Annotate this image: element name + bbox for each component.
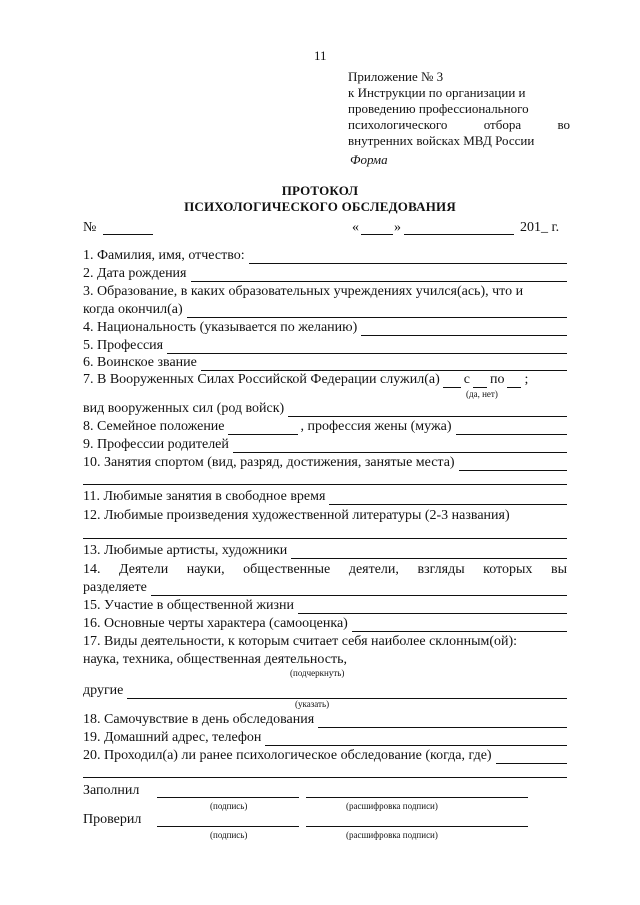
item-label: другие: [83, 683, 124, 698]
appendix-word: психологического: [348, 117, 448, 132]
spouse-profession-field[interactable]: [456, 421, 568, 435]
checked-by-name-field[interactable]: [306, 826, 528, 827]
specify-hint: (указать): [295, 699, 330, 709]
wellbeing-field[interactable]: [318, 714, 567, 728]
item-word: деятели,: [348, 562, 399, 577]
military-rank-field[interactable]: [201, 357, 567, 371]
full-name-field[interactable]: [249, 250, 567, 264]
item-label: 12. Любимые произведения художественной литературы (2-3 названия): [83, 508, 510, 523]
item-activity-other: [83, 682, 567, 699]
sports-field[interactable]: [459, 457, 567, 471]
sports-field-line-2[interactable]: [83, 484, 567, 485]
item-previous-exam: [83, 747, 567, 764]
item-public-figures-cont: [83, 579, 567, 596]
appendix-word: во: [557, 117, 570, 132]
item-favorite-books: [83, 507, 567, 524]
nationality-field[interactable]: [361, 322, 567, 336]
activity-other-field[interactable]: [127, 685, 567, 699]
item-word: вы: [550, 562, 567, 577]
item-label: 13. Любимые артисты, художники: [83, 543, 288, 558]
item-label: 15. Участие в общественной жизни: [83, 598, 295, 613]
item-sports: [83, 454, 567, 471]
item-label: вид вооруженных сил (род войск): [83, 401, 285, 416]
item-word: взгляды: [417, 562, 465, 577]
date-month-field[interactable]: [404, 234, 514, 235]
name-decode-hint: (расшифровка подписи): [346, 801, 438, 811]
item-hobbies: [83, 488, 567, 505]
hobbies-field[interactable]: [329, 491, 567, 505]
date-day-field[interactable]: [361, 234, 393, 235]
item-label: , профессия жены (мужа): [300, 419, 452, 434]
item-wellbeing: [83, 711, 567, 728]
item-parents-professions: [83, 436, 567, 453]
item-full-name: [83, 247, 567, 264]
item-label: 11. Любимые занятия в свободное время: [83, 489, 326, 504]
item-label: 19. Домашний адрес, телефон: [83, 730, 262, 745]
item-label: с: [463, 372, 470, 387]
yes-no-hint: (да, нет): [466, 389, 498, 399]
item-label: 6. Воинское звание: [83, 355, 197, 370]
service-branch-field[interactable]: [288, 403, 567, 417]
item-label: 5. Профессия: [83, 338, 164, 353]
item-word: 14.: [83, 562, 101, 577]
item-label: 2. Дата рождения: [83, 266, 187, 281]
appendix-line-5: внутренних войсках МВД России: [348, 133, 535, 148]
item-label: 3. Образование, в каких образовательных учреждениях учился(ась), что и: [83, 284, 524, 299]
served-to-field[interactable]: [507, 374, 521, 388]
signature-hint: (подпись): [210, 830, 248, 840]
favorite-books-field[interactable]: [83, 538, 567, 539]
item-label: когда окончил(а): [83, 302, 183, 317]
item-label: ;: [524, 372, 529, 387]
form-label: Форма: [350, 152, 388, 167]
marital-status-field[interactable]: [228, 421, 298, 435]
birth-date-field[interactable]: [191, 268, 568, 282]
date-close-quote: »: [394, 220, 401, 235]
item-social-activity: [83, 597, 567, 614]
served-from-field[interactable]: [473, 374, 487, 388]
checked-by-signature-field[interactable]: [157, 826, 299, 827]
filled-by-label: Заполнил: [83, 783, 140, 798]
appendix-line-1: Приложение № 3: [348, 69, 444, 84]
protocol-title: ПРОТОКОЛ: [281, 183, 359, 198]
date-open-quote: «: [352, 220, 359, 235]
item-label: 4. Национальность (указывается по желанию): [83, 320, 358, 335]
item-activity-types: [83, 633, 567, 650]
item-label: 18. Самочувствие в день обследования: [83, 712, 315, 727]
item-word: науки,: [186, 562, 225, 577]
item-label: 9. Профессии родителей: [83, 437, 229, 452]
item-label: 16. Основные черты характера (самооценка): [83, 616, 348, 631]
filled-by-name-field[interactable]: [306, 797, 528, 798]
item-label: разделяете: [83, 580, 147, 595]
social-activity-field[interactable]: [298, 600, 567, 614]
name-decode-hint: (расшифровка подписи): [346, 830, 438, 840]
appendix-line-4: [348, 117, 570, 133]
item-education: [83, 283, 569, 300]
signature-hint: (подпись): [210, 801, 248, 811]
item-nationality: [83, 319, 567, 336]
character-traits-field[interactable]: [352, 618, 567, 632]
filled-by-signature-field[interactable]: [157, 797, 299, 798]
item-label: 7. В Вооруженных Силах Российской Федерации служил(а): [83, 372, 440, 387]
favorite-artists-field[interactable]: [291, 545, 567, 559]
item-activity-options: [83, 651, 567, 668]
item-word: общественные: [243, 562, 331, 577]
item-military-service: [83, 371, 567, 388]
item-marital-status: [83, 418, 567, 435]
previous-exam-field-line-2[interactable]: [83, 777, 567, 778]
item-home-address: [83, 729, 567, 746]
item-character-traits: [83, 615, 567, 632]
item-profession: [83, 337, 567, 354]
appendix-line-2: к Инструкции по организации и: [348, 85, 526, 100]
page-number: 11: [314, 48, 327, 63]
public-figures-field[interactable]: [151, 582, 567, 596]
item-label: 20. Проходил(а) ли ранее психологическое обследование (когда, где): [83, 748, 492, 763]
item-label: 8. Семейное положение: [83, 419, 225, 434]
item-service-branch: [83, 400, 567, 417]
item-label: по: [489, 372, 505, 387]
profession-field[interactable]: [167, 340, 567, 354]
item-public-figures: [83, 561, 567, 578]
item-favorite-artists: [83, 542, 567, 559]
checked-by-label: Проверил: [83, 812, 142, 827]
item-birth-date: [83, 265, 567, 282]
item-military-rank: [83, 354, 567, 371]
previous-exam-field[interactable]: [496, 750, 567, 764]
protocol-subtitle: ПСИХОЛОГИЧЕСКОГО ОБСЛЕДОВАНИЯ: [184, 199, 456, 214]
protocol-number-field[interactable]: [103, 234, 153, 235]
appendix-line-3: проведению профессионального: [348, 101, 529, 116]
parents-professions-field[interactable]: [233, 439, 567, 453]
protocol-number-label: №: [83, 220, 97, 235]
education-field[interactable]: [187, 304, 567, 318]
item-label: 1. Фамилия, имя, отчество:: [83, 248, 245, 263]
served-yes-no-field[interactable]: [443, 374, 461, 388]
item-label: 10. Занятия спортом (вид, разряд, достижения, занятые места): [83, 455, 455, 470]
home-address-field[interactable]: [265, 732, 567, 746]
date-year: 201_ г.: [520, 220, 560, 235]
item-label: наука, техника, общественная деятельность,: [83, 652, 347, 667]
item-education-cont: [83, 301, 567, 318]
appendix-word: отбора: [483, 117, 522, 132]
appendix-header: [348, 69, 570, 149]
item-word: Деятели: [119, 562, 169, 577]
item-word: которых: [483, 562, 533, 577]
underline-hint: (подчеркнуть): [290, 668, 345, 678]
item-label: 17. Виды деятельности, к которым считает себя наиболее склонным(ой):: [83, 634, 518, 649]
